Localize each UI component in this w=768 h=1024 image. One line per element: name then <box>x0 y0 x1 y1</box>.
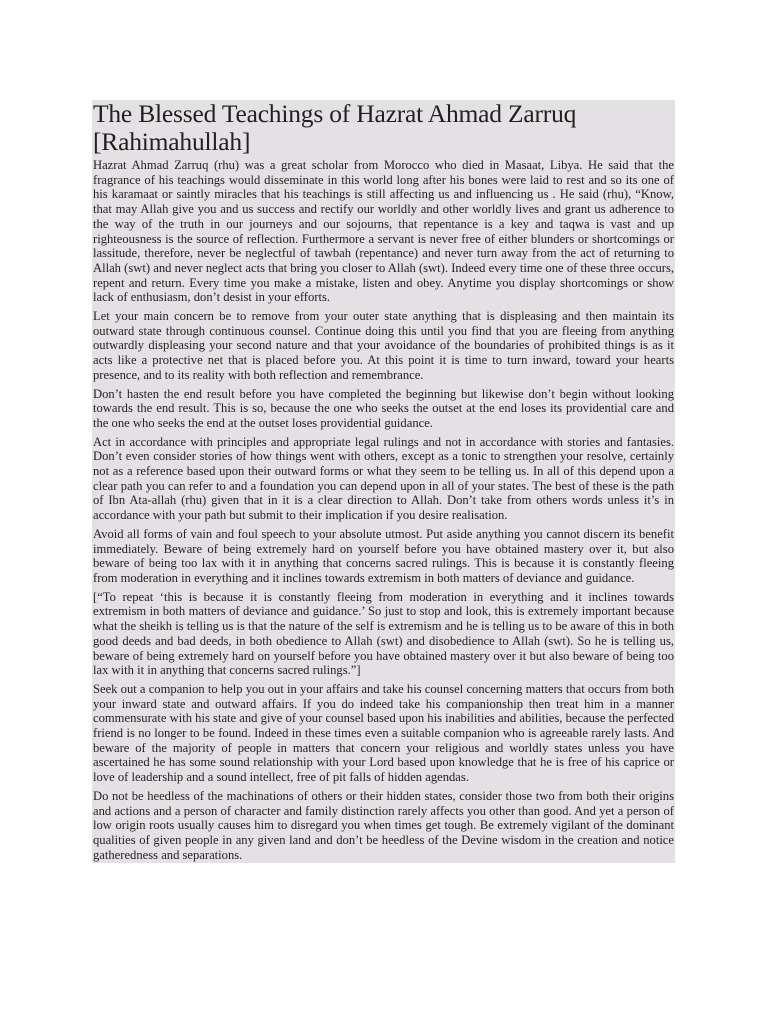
paragraph-3: Don’t hasten the end result before you have completed the beginning but likewise don’t begin without looking towards the end result. This is so, because the one who seeks the outset at the end loses its providential care and the one who seeks the end at the outset loses providential guidance. <box>93 386 674 430</box>
article-body <box>92 100 675 863</box>
paragraph-6: [“To repeat ‘this is because it is constantly fleeing from moderation in everything and it inclines towards extremism in both matters of deviance and guidance.’ So just to stop and look, this is extremely important because what the sheikh is telling us is that the nature of the self is extremism and he is telling us to be aware of this in both good deeds and bad deeds, in both obedience to Allah (swt) and disobedience to Allah (swt). So he is telling us, beware of being extremely hard on yourself before you have obtained mastery over it but also beware of being too lax with it in anything that concerns sacred rulings.”] <box>93 589 674 678</box>
paragraph-5: Avoid all forms of vain and foul speech to your absolute utmost. Put aside anything you cannot discern its benefit immediately. Beware of being extremely hard on yourself before you have obtained mastery over it, but also beware of being too lax with it in anything that concerns sacred rulings. This is because it is constantly fleeing from moderation in everything and it inclines towards extremism in both matters of deviance and guidance. <box>93 526 674 585</box>
article-title: The Blessed Teachings of Hazrat Ahmad Zarruq [Rahimahullah] <box>93 99 577 156</box>
paragraph-7: Seek out a companion to help you out in your affairs and take his counsel concerning matters that occurs from both your inward state and outward affairs. If you do indeed take his companionship then treat him in a manner commensurate with his state and give of your counsel based upon his inabilities and abilities, because the perfected friend is no longer to be found. Indeed in these times even a suitable companion who is agreeable rarely lasts. And beware of the majority of people in matters that concern your religious and worldly states unless you have ascertained he has some sound relationship with your Lord based upon knowledge that he is free of his caprice or love of leadership and a sound intellect, free of pit falls of hidden agendas. <box>93 681 674 785</box>
paragraph-8: Do not be heedless of the machinations of others or their hidden states, consider those two from both their origins and actions and a person of character and family distinction rarely affects you other than good. And yet a person of low origin roots usually causes him to disregard you when times get tough. Be extremely vigilant of the dominant qualities of given people in any given land and don’t be heedless of the Devine wisdom in the creation and notice gatheredness and separations. <box>93 788 674 862</box>
paragraph-4: Act in accordance with principles and appropriate legal rulings and not in accordance with stories and fantasies. Don’t even consider stories of how things went with others, except as a tonic to strengthen your resolve, certainly not as a reference based upon their outward forms or what they seem to be telling us. In all of this depend upon a clear path you can refer to and a foundation you can depend upon in all of your states. The best of these is the path of Ibn Ata-allah (rhu) given that in it is a clear direction to Allah. Don’t take from others words unless it’s in accordance with your path but submit to their implication if you desire realisation. <box>93 434 674 523</box>
paragraph-2: Let your main concern be to remove from your outer state anything that is displeasing and then maintain its outward state through continuous counsel. Continue doing this until you find that you are fleeing from anything outwardly displeasing your second nature and that your avoidance of the boundaries of prohibited things is as it acts like a protective net that is placed before you. At this point it is time to turn inward, toward your hearts presence, and to its reality with both reflection and remembrance. <box>93 309 674 382</box>
paragraph-1: Hazrat Ahmad Zarruq (rhu) was a great scholar from Morocco who died in Masaat, Libya. He said that the fragrance of his teachings would disseminate in this world long after his bones were laid to rest and so its one of his karamaat or saintly miracles that his teachings is still affecting us and influencing us . He said (rhu), “Know, that may Allah give you and us success and rectify our worldly and other worldly lives and grant us adherence to the way of the truth in our journeys and our sojourns, that repentance is a key and taqwa is vast and up righteousness is the source of reflection. Furthermore a servant is never free of either blunders or shortcomings or lassitude, therefore, never be neglectful of tawbah (repentance) and never turn away from the act of returning to Allah (swt) and never neglect acts that bring you closer to Allah (swt). Indeed every time one of these three occurs, repent and return. Every time you make a mistake, listen and obey. Anytime you display shortcomings or show lack of enthusiasm, don’t desist in your efforts. <box>93 158 674 305</box>
